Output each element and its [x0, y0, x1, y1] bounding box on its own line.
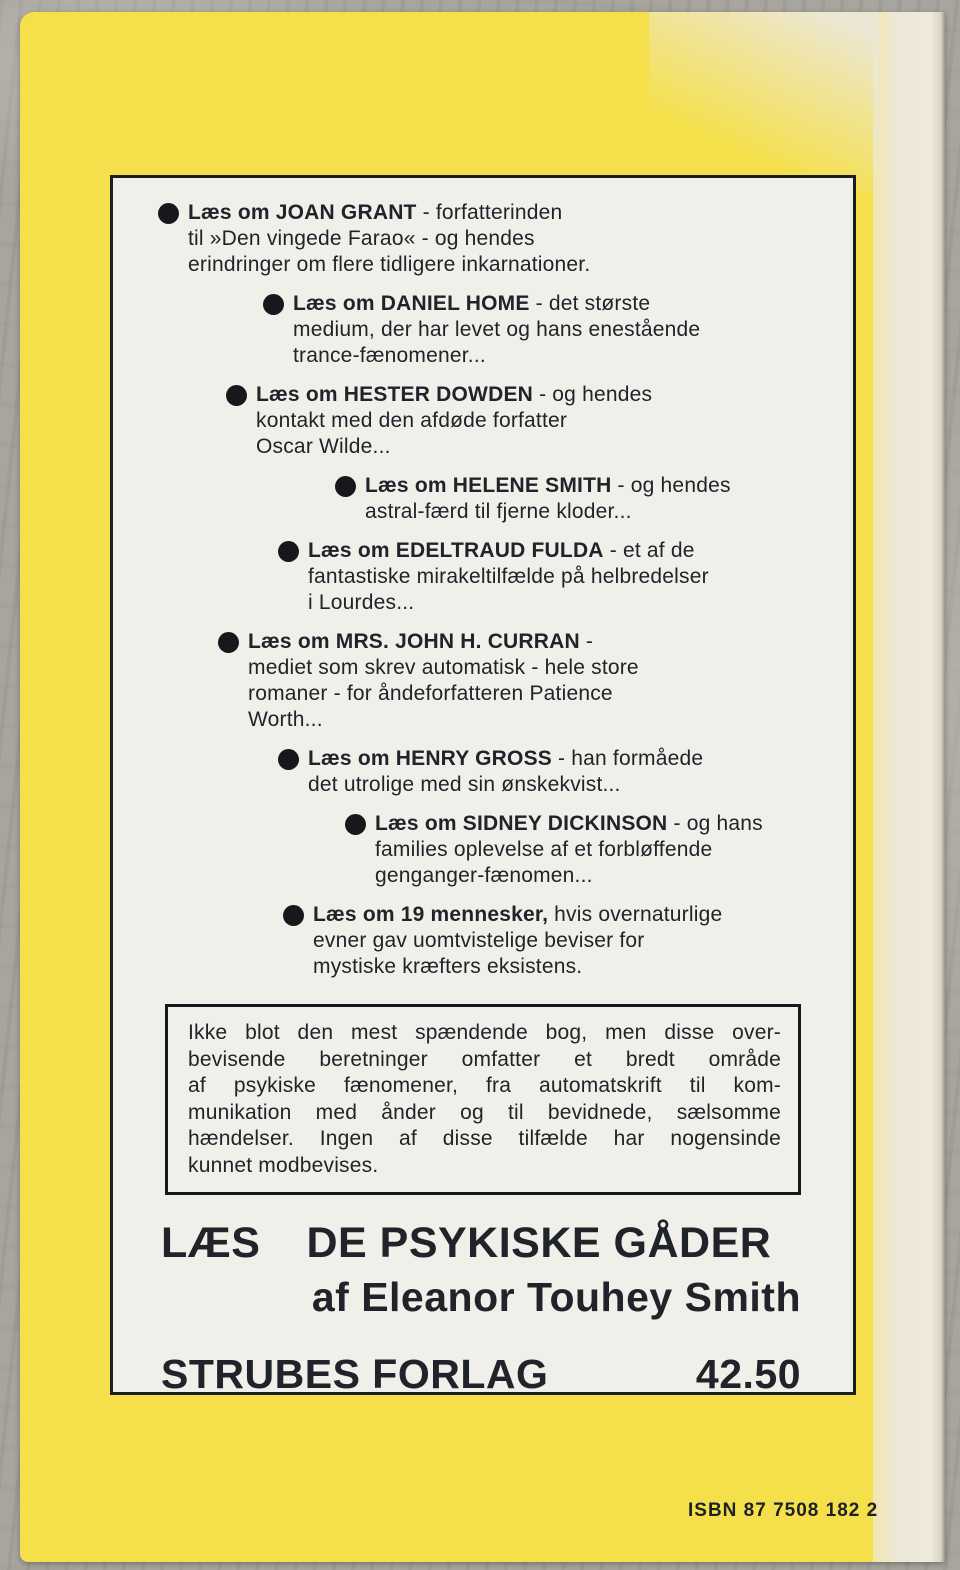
bullet-text — [365, 473, 731, 525]
list-item — [335, 473, 853, 525]
bullet-lead: Læs om EDELTRAUD FULDA — [308, 539, 604, 562]
bullet-rest: - han formåede — [551, 747, 704, 770]
bullet-text — [308, 538, 709, 616]
blurb-box — [165, 1004, 801, 1195]
bullet-icon — [283, 905, 304, 926]
bullet-lead: Læs om HENRY GROSS — [308, 747, 552, 770]
bullet-icon — [345, 814, 366, 835]
bullet-line: astral-færd til fjerne kloder... — [365, 500, 632, 523]
bullet-line: mystiske kræfters eksistens. — [313, 955, 583, 978]
book-page-edge — [873, 12, 945, 1562]
bullet-text — [308, 746, 703, 798]
list-item — [226, 382, 853, 460]
bullet-rest: - det største — [529, 292, 651, 315]
bullet-line: erindringer om flere tidligere inkarnationer. — [188, 253, 591, 276]
blurb-line: kunnet modbevises. — [188, 1153, 379, 1177]
bullet-text — [188, 200, 590, 278]
publisher-name: STRUBES FORLAG — [161, 1351, 549, 1395]
text-panel — [110, 175, 856, 1395]
bullet-line: trance-fænomener... — [293, 344, 486, 367]
book-back-cover — [20, 12, 945, 1562]
page-title — [161, 1219, 853, 1268]
bullet-line: romaner - for åndeforfatteren Patience — [248, 682, 613, 705]
blurb-line: munikation med ånder og til bevidnede, sælsomme — [188, 1100, 781, 1124]
bullet-lead: Læs om HELENE SMITH — [365, 474, 612, 497]
bullet-text — [375, 811, 763, 889]
bullet-icon — [263, 294, 284, 315]
title-read-label: LÆS — [161, 1219, 261, 1267]
bullet-icon — [278, 749, 299, 770]
faded-corner — [649, 12, 879, 192]
bullet-text — [256, 382, 652, 460]
bullet-icon — [218, 632, 239, 653]
bullet-line: Worth... — [248, 708, 323, 731]
book-title: DE PSYKISKE GÅDER — [306, 1219, 772, 1267]
blurb-line: bevisende beretninger omfatter et bredt område — [188, 1047, 781, 1071]
list-item — [345, 811, 853, 889]
bullet-line: genganger-fænomen... — [375, 864, 593, 887]
list-item — [278, 746, 853, 798]
bullet-line: det utrolige med sin ønskekvist... — [308, 773, 621, 796]
bullet-line: Oscar Wilde... — [256, 435, 391, 458]
bullet-lead: Læs om DANIEL HOME — [293, 292, 530, 315]
bullet-rest: - og hans — [667, 812, 763, 835]
list-item — [278, 538, 853, 616]
bullet-line: til »Den vingede Farao« - og hendes — [188, 227, 535, 250]
bullet-lead: Læs om HESTER DOWDEN — [256, 383, 534, 406]
bullet-lead: Læs om MRS. JOHN H. CURRAN — [248, 630, 580, 653]
book-author: af Eleanor Touhey Smith — [311, 1274, 801, 1320]
list-item — [263, 291, 853, 369]
bullet-rest: - og hendes — [611, 474, 731, 497]
bullet-rest: - og hendes — [533, 383, 653, 406]
bullet-line: medium, der har levet og hans enestående — [293, 318, 701, 341]
list-item — [283, 902, 853, 980]
bullet-text — [313, 902, 722, 980]
bullet-rest: - forfatterinden — [416, 201, 563, 224]
bullet-lead: Læs om SIDNEY DICKINSON — [375, 812, 668, 835]
bullet-icon — [226, 385, 247, 406]
bullet-lead: Læs om JOAN GRANT — [188, 201, 417, 224]
blurb-line: Ikke blot den mest spændende bog, men disse over- — [188, 1021, 781, 1044]
bullet-text — [248, 629, 639, 733]
bullet-rest: hvis overnaturlige — [548, 903, 723, 926]
blurb-line: af psykiske fænomener, fra automatskrift til kom- — [188, 1074, 781, 1097]
bullet-line: mediet som skrev automatisk - hele store — [248, 656, 639, 679]
bullet-line: i Lourdes... — [308, 591, 415, 614]
price: 42.50 — [695, 1351, 801, 1395]
bullet-line: families oplevelse af et forbløffende — [375, 838, 713, 861]
bullet-icon — [335, 476, 356, 497]
bullet-icon — [278, 541, 299, 562]
blurb-line: hændelser. Ingen af disse tilfælde har nogensinde — [188, 1127, 781, 1150]
bullet-lead: Læs om 19 mennesker, — [313, 903, 549, 926]
bullet-text — [293, 291, 700, 369]
isbn-number: ISBN 87 7508 182 2 — [688, 1500, 879, 1521]
bullet-line: evner gav uomtvistelige beviser for — [313, 929, 645, 952]
publisher-row — [161, 1351, 801, 1395]
list-item — [218, 629, 853, 733]
bullet-rest: - — [579, 630, 594, 653]
bullet-icon — [158, 203, 179, 224]
bullet-line: kontakt med den afdøde forfatter — [256, 409, 568, 432]
list-item — [158, 200, 853, 278]
bullet-line: fantastiske mirakeltilfælde på helbredelser — [308, 565, 709, 588]
bullet-rest: - et af de — [603, 539, 695, 562]
